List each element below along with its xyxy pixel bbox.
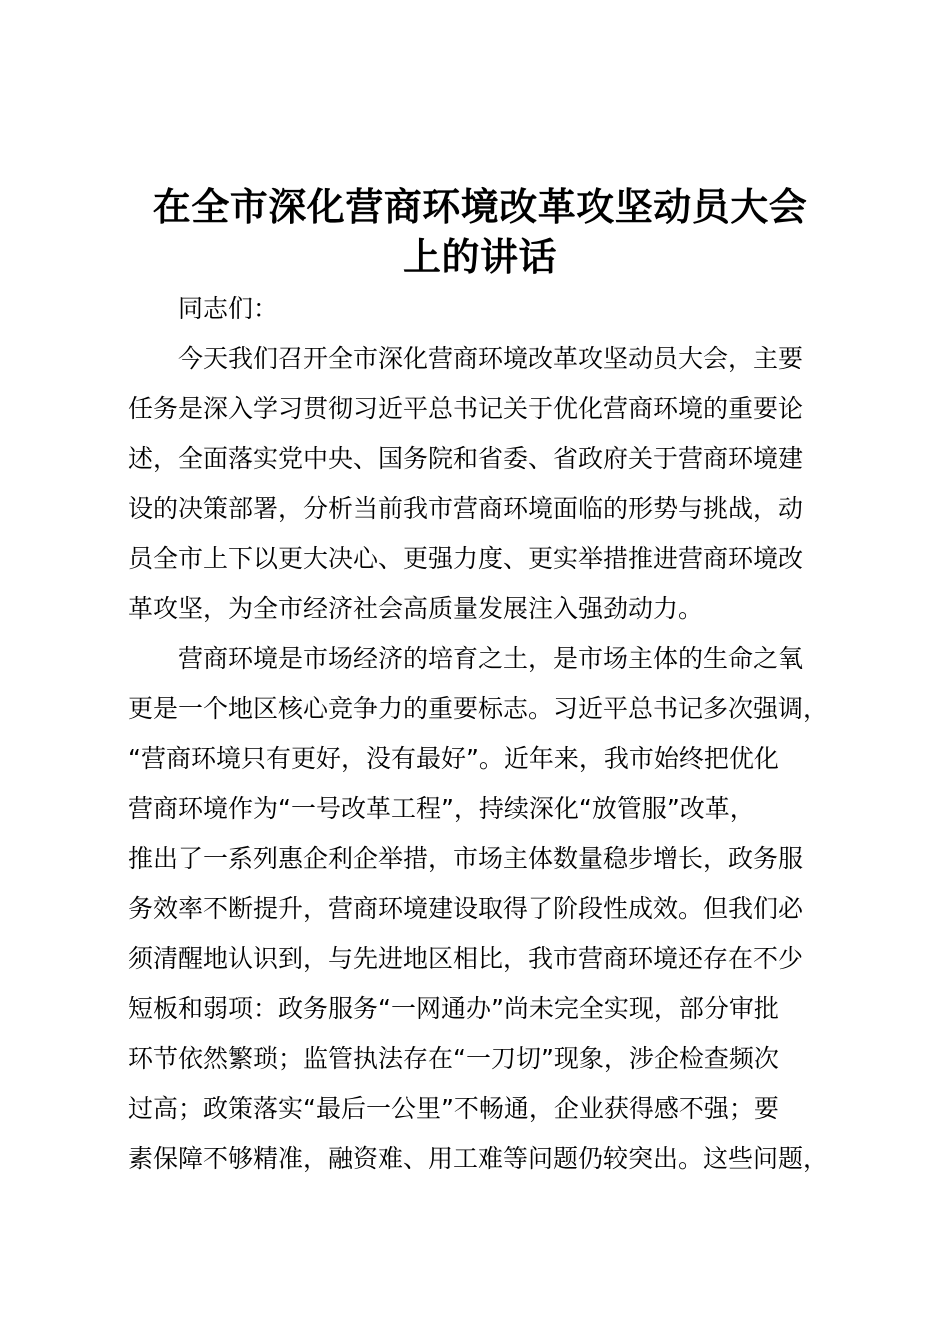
paragraph-line: 更是一个地区核心竞争力的重要标志。习近平总书记多次强调，: [128, 694, 829, 723]
paragraph-line: 设的决策部署，分析当前我市营商环境面临的形势与挑战，动: [128, 494, 804, 523]
paragraph-line: 述，全面落实党中央、国务院和省委、省政府关于营商环境建: [128, 444, 804, 473]
title-line-2: 上的讲话: [402, 235, 557, 279]
paragraph-line: “营商环境只有更好，没有最好”。近年来，我市始终把优化: [128, 744, 779, 773]
title-line-1: 在全市深化营商环境改革攻坚动员大会: [152, 185, 808, 229]
paragraph-line: 务效率不断提升，营商环境建设取得了阶段性成效。但我们必: [128, 894, 804, 923]
paragraph-line: 革攻坚，为全市经济社会高质量发展注入强劲动力。: [128, 594, 704, 623]
paragraph-line: 须清醒地认识到，与先进地区相比，我市营商环境还存在不少: [128, 944, 804, 973]
document-body: [128, 284, 858, 1184]
paragraph-line: 推出了一系列惠企利企举措，市场主体数量稳步增长，政务服: [128, 844, 804, 873]
paragraph-line: 素保障不够精准，融资难、用工难等问题仍较突出。这些问题，: [128, 1144, 829, 1173]
paragraph-line: 任务是深入学习贯彻习近平总书记关于优化营商环境的重要论: [128, 394, 804, 423]
paragraph-line: 短板和弱项：政务服务“一网通办”尚未完全实现，部分审批: [128, 994, 779, 1023]
paragraph-line: 营商环境是市场经济的培育之土，是市场主体的生命之氧: [178, 644, 804, 673]
paragraph-line: 环节依然繁琐；监管执法存在“一刀切”现象，涉企检查频次: [128, 1044, 779, 1073]
document-title: [80, 182, 880, 282]
paragraph-line: 员全市上下以更大决心、更强力度、更实举措推进营商环境改: [128, 544, 804, 573]
paragraph-line: 今天我们召开全市深化营商环境改革攻坚动员大会，主要: [178, 344, 804, 373]
paragraph-1: [128, 334, 858, 634]
salutation: 同志们：: [178, 294, 279, 323]
paragraph-2: [128, 634, 858, 1184]
paragraph-line: 过高；政策落实“最后一公里”不畅通，企业获得感不强；要: [128, 1094, 779, 1123]
paragraph-line: 营商环境作为“一号改革工程”，持续深化“放管服”改革，: [128, 794, 755, 823]
